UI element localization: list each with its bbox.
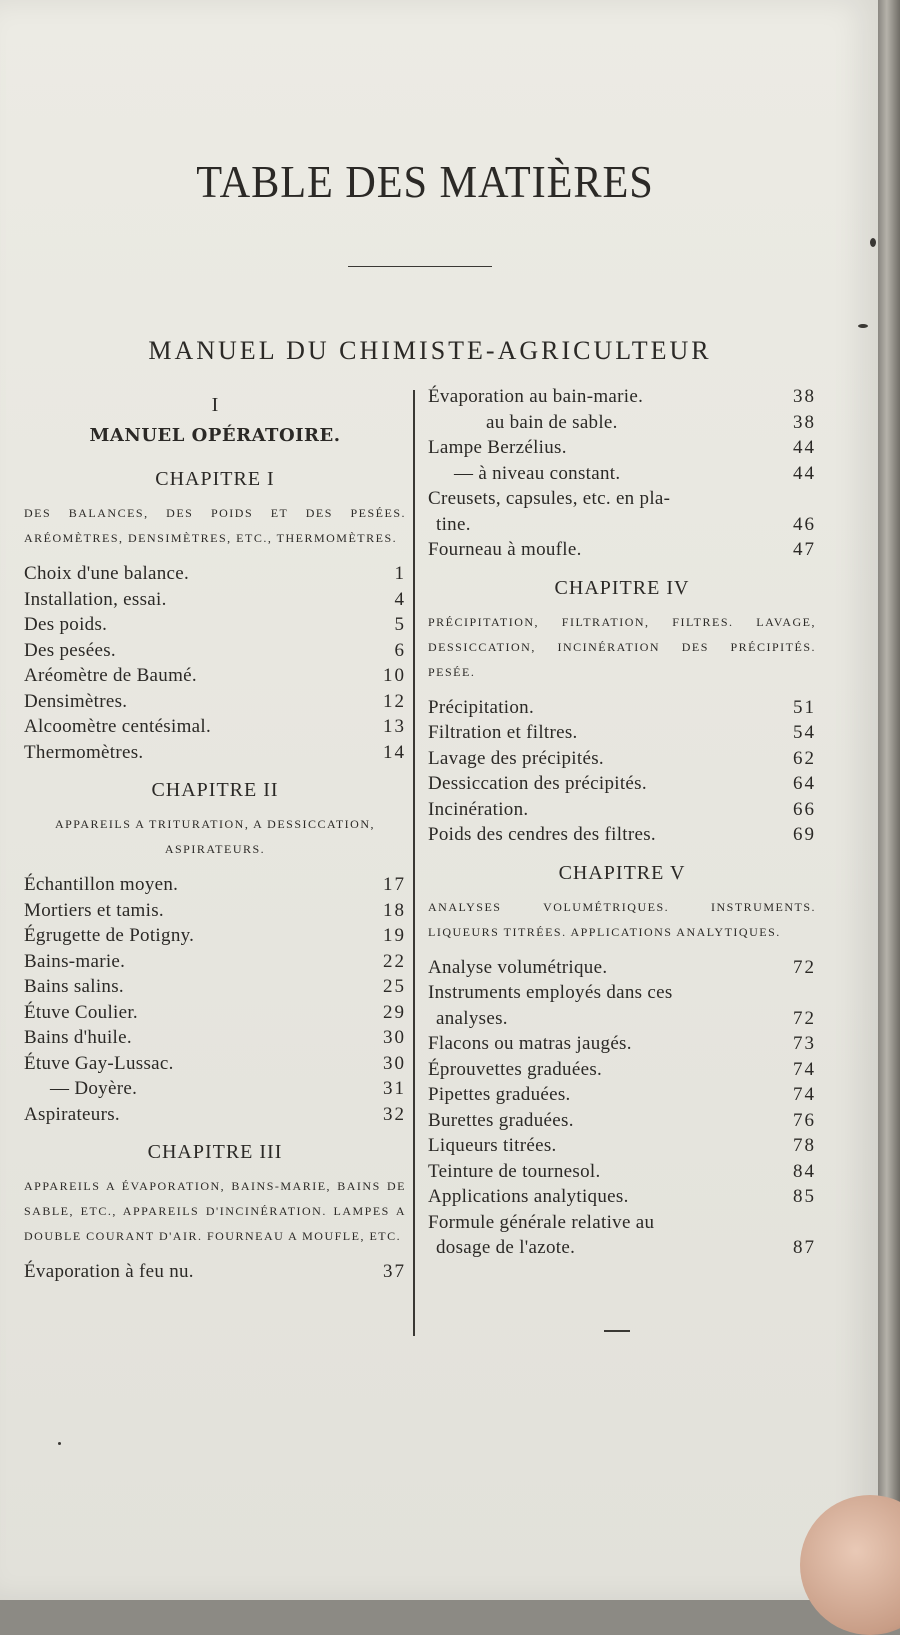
- part-title: MANUEL OPÉRATOIRE.: [89, 425, 341, 446]
- toc-entry: Éprouvettes graduées. 74: [428, 1058, 816, 1080]
- chapter-3-entries-continued: [428, 384, 816, 563]
- toc-entry: — à niveau constant. 44: [454, 462, 816, 484]
- toc-entry: Poids des cendres des filtres. 69: [428, 824, 816, 845]
- chapter-2-heading: CHAPITRE II: [151, 779, 279, 801]
- toc-entry: Creusets, capsules, etc. en pla- tine. 46: [428, 488, 816, 535]
- part-number: I: [211, 394, 219, 416]
- toc-entry: Étuve Coulier. 29: [24, 1001, 406, 1023]
- chapter-4-description: PRÉCIPITATION, FILTRATION, FILTRES. LAVAGE, DESSICCATION, INCINÉRATION DES PRÉCIPITÉS. PESÉE.: [428, 614, 816, 679]
- toc-entry: Évaporation à feu nu. 37: [24, 1261, 406, 1282]
- toc-entry: Bains-marie. 22: [24, 950, 406, 972]
- toc-entry: Échantillon moyen. 17: [24, 874, 406, 895]
- left-column: [24, 394, 406, 1285]
- chapter-3-description: APPAREILS A ÉVAPORATION, BAINS-MARIE, BAINS DE SABLE, ETC., APPAREILS D'INCINÉRATION. LAMPES A DOUBLE COURANT D'AIR. FOURNEAU A MOUFLE, ETC.: [24, 1179, 406, 1243]
- toc-entry: Des pesées. 6: [24, 639, 406, 661]
- toc-entry: Formule générale relative au dosage de l'azote. 87: [428, 1211, 816, 1258]
- toc-entry: Densimètres. 12: [24, 690, 406, 712]
- paper-speck: [58, 1442, 61, 1445]
- chapter-3-heading: CHAPITRE III: [147, 1141, 283, 1163]
- chapter-2-description: APPAREILS A TRITURATION, A DESSICCATION, ASPIRATEURS.: [54, 817, 376, 856]
- toc-entry: Des poids. 5: [24, 614, 406, 635]
- toc-entry: Liqueurs titrées. 78: [428, 1135, 816, 1156]
- toc-entry: Choix d'une balance. 1: [24, 563, 406, 584]
- toc-entry: Bains d'huile. 30: [24, 1027, 406, 1048]
- toc-entry: Lavage des précipités. 62: [428, 747, 816, 769]
- toc-entry: Égrugette de Potigny. 19: [24, 925, 406, 946]
- toc-entry: Burettes graduées. 76: [428, 1109, 816, 1131]
- toc-entry: Thermomètres. 14: [24, 741, 406, 763]
- chapter-5-heading: CHAPITRE V: [558, 861, 686, 884]
- right-column: [428, 384, 816, 1261]
- toc-entry: Aspirateurs. 32: [24, 1103, 406, 1125]
- chapter-5-description: ANALYSES VOLUMÉTRIQUES. INSTRUMENTS. LIQUEURS TITRÉES. APPLICATIONS ANALYTIQUES.: [428, 899, 816, 939]
- toc-entry: Installation, essai. 4: [24, 588, 406, 610]
- toc-entry: Aréomètre de Baumé. 10: [24, 665, 406, 686]
- chapter-2-entries: [24, 872, 406, 1127]
- toc-entry: Évaporation au bain-marie. 38: [428, 386, 816, 407]
- toc-entry: Teinture de tournesol. 84: [428, 1160, 816, 1182]
- toc-entry: au bain de sable. 38: [486, 411, 816, 433]
- paper-speck: [858, 324, 868, 328]
- chapter-5-entries: [428, 955, 816, 1261]
- toc-entry: Flacons ou matras jaugés. 73: [428, 1033, 816, 1054]
- end-dash: [604, 1330, 630, 1332]
- toc-entry: Incinération. 66: [428, 798, 816, 820]
- toc-entry: Lampe Berzélius. 44: [428, 437, 816, 458]
- toc-entry: Mortiers et tamis. 18: [24, 899, 406, 921]
- toc-entry: Bains salins. 25: [24, 976, 406, 997]
- page-title: TABLE DES MATIÈRES: [196, 156, 654, 207]
- chapter-3-entries: [24, 1259, 406, 1285]
- chapter-4-heading: CHAPITRE IV: [554, 576, 690, 599]
- toc-entry: Applications analytiques. 85: [428, 1186, 816, 1207]
- toc-entry: Instruments employés dans ces analyses. 72: [428, 982, 816, 1029]
- page-edge: [878, 0, 900, 1600]
- chapter-4-entries: [428, 695, 816, 848]
- paper-speck: [870, 238, 876, 247]
- toc-entry: Précipitation. 51: [428, 696, 816, 718]
- chapter-1-heading: CHAPITRE I: [155, 468, 275, 490]
- column-divider: [413, 390, 415, 1336]
- chapter-1-entries: [24, 561, 406, 765]
- toc-entry: Analyse volumétrique. 72: [428, 956, 816, 978]
- toc-entry: Pipettes graduées. 74: [428, 1084, 816, 1105]
- toc-entry: — Doyère. 31: [50, 1078, 406, 1099]
- title-rule: [348, 266, 492, 267]
- book-subtitle: MANUEL DU CHIMISTE-AGRICULTEUR: [148, 336, 712, 365]
- toc-entry: Fourneau à moufle. 47: [428, 539, 816, 560]
- toc-entry: Dessiccation des précipités. 64: [428, 773, 816, 794]
- toc-entry: Étuve Gay-Lussac. 30: [24, 1052, 406, 1074]
- toc-entry: Filtration et filtres. 54: [428, 722, 816, 743]
- chapter-1-description: DES BALANCES, DES POIDS ET DES PESÉES. ARÉOMÈTRES, DENSIMÈTRES, ETC., THERMOMÈTRES.: [24, 506, 406, 545]
- toc-entry: Alcoomètre centésimal. 13: [24, 716, 406, 737]
